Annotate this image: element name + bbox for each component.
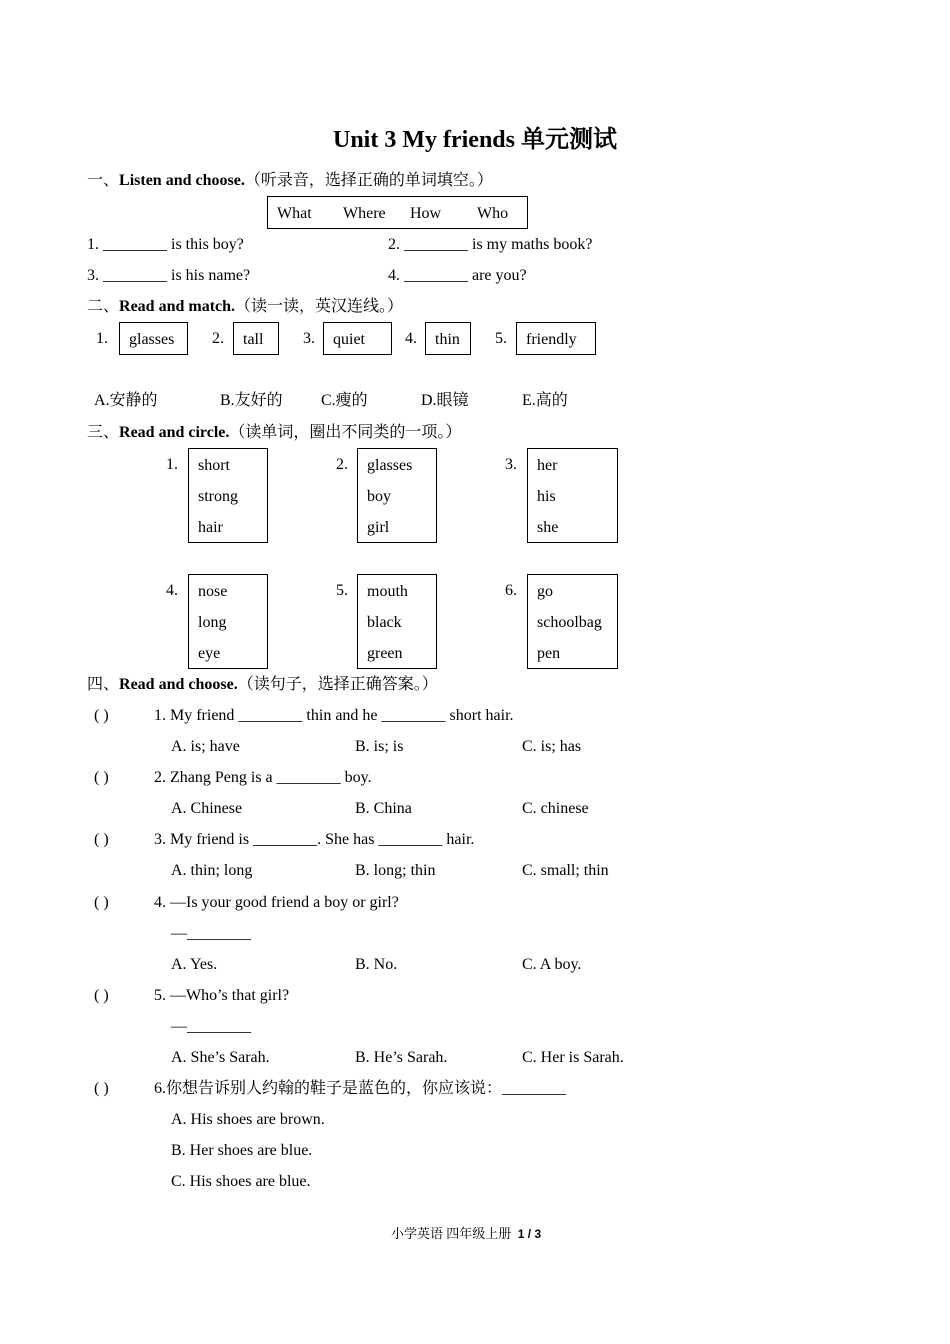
match-word-box (323, 322, 392, 355)
page-footer (391, 1227, 541, 1240)
match-word-box (233, 322, 279, 355)
listen-question: 3. ________ is his name? (87, 267, 251, 284)
circle-word-box (357, 574, 437, 669)
circle-word-box (188, 448, 268, 543)
mc-question: 5. —Who’s that girl? (154, 987, 290, 1004)
answer-parentheses: ( ) (94, 1080, 109, 1097)
match-item-number: 2. (212, 330, 224, 347)
circle-word-box (188, 574, 268, 669)
circle-group-number: 1. (166, 456, 178, 473)
mc-question: 3. My friend is ________. She has ________ hair. (154, 831, 475, 848)
circle-word: his (537, 488, 556, 505)
section-1-title-cn: （听录音，选择正确的单词填空。） (244, 172, 493, 189)
answer-parentheses: ( ) (94, 831, 109, 848)
circle-word: schoolbag (537, 614, 602, 631)
word-bank-word: Where (343, 205, 386, 222)
mc-option: C. His shoes are blue. (171, 1173, 311, 1190)
mc-question: 2. Zhang Peng is a ________ boy. (154, 769, 372, 786)
section-2-title-en: Read and match. (119, 298, 236, 315)
section-4-heading (87, 677, 438, 693)
match-word: thin (435, 331, 460, 348)
section-2-heading (87, 299, 403, 315)
listen-question: 4. ________ are you? (388, 267, 527, 284)
circle-word: pen (537, 645, 561, 662)
circle-word: go (537, 583, 553, 600)
match-word-box (516, 322, 596, 355)
mc-option: C. chinese (522, 800, 589, 817)
answer-parentheses: ( ) (94, 769, 109, 786)
mc-option: A. She’s Sarah. (171, 1049, 270, 1066)
mc-question: 1. My friend ________ thin and he ________ short hair. (154, 707, 514, 724)
section-1-heading (87, 173, 493, 189)
mc-option: B. No. (355, 956, 398, 973)
answer-line: —________ (171, 925, 251, 942)
circle-group-number: 5. (336, 582, 348, 599)
mc-question: 4. —Is your good friend a boy or girl? (154, 894, 399, 911)
answer-parentheses: ( ) (94, 894, 109, 911)
match-item-number: 1. (96, 330, 108, 347)
circle-word: strong (198, 488, 238, 505)
circle-word-box (357, 448, 437, 543)
section-4-number: 四、 (87, 676, 120, 693)
circle-word-box (527, 574, 618, 669)
match-word: quiet (333, 331, 365, 348)
mc-option: B. is; is (355, 738, 404, 755)
section-3-heading (87, 425, 461, 441)
section-1-number: 一、 (87, 172, 120, 189)
mc-option: C. Her is Sarah. (522, 1049, 624, 1066)
mc-option: C. is; has (522, 738, 582, 755)
circle-word: glasses (367, 457, 413, 474)
match-option: B.友好的 (220, 392, 283, 409)
word-bank-box (267, 196, 528, 229)
mc-option: C. small; thin (522, 862, 609, 879)
circle-word: long (198, 614, 227, 631)
circle-word: green (367, 645, 403, 662)
circle-word: mouth (367, 583, 408, 600)
circle-word: nose (198, 583, 228, 600)
circle-group-number: 3. (505, 456, 517, 473)
section-4-title-en: Read and choose. (119, 676, 238, 693)
circle-word: she (537, 519, 559, 536)
match-item-number: 3. (303, 330, 315, 347)
mc-option: A. His shoes are brown. (171, 1111, 325, 1128)
mc-option: A. Yes. (171, 956, 218, 973)
match-option: A.安静的 (94, 392, 158, 409)
mc-question: 6.你想告诉别人约翰的鞋子是蓝色的，你应该说：________ (154, 1080, 567, 1097)
listen-question: 2. ________ is my maths book? (388, 236, 593, 253)
match-word: glasses (129, 331, 175, 348)
mc-option: B. Her shoes are blue. (171, 1142, 313, 1159)
word-bank-word: Who (477, 205, 509, 222)
circle-group-number: 6. (505, 582, 517, 599)
circle-word: hair (198, 519, 223, 536)
circle-word: boy (367, 488, 391, 505)
word-bank-word: How (410, 205, 442, 222)
circle-word-box (527, 448, 618, 543)
section-3-title-en: Read and circle. (119, 424, 230, 441)
circle-word: her (537, 457, 558, 474)
answer-line: —________ (171, 1018, 251, 1035)
match-option: E.高的 (522, 392, 568, 409)
mc-option: B. He’s Sarah. (355, 1049, 448, 1066)
page-title: Unit 3 My friends 单元测试 (333, 127, 617, 153)
answer-parentheses: ( ) (94, 987, 109, 1004)
circle-word: eye (198, 645, 221, 662)
section-2-title-cn: （读一读，英汉连线。） (235, 298, 404, 315)
section-1-title-en: Listen and choose. (119, 172, 245, 189)
circle-word: girl (367, 519, 390, 536)
section-3-number: 三、 (87, 424, 120, 441)
answer-parentheses: ( ) (94, 707, 109, 724)
match-option: C.瘦的 (321, 392, 368, 409)
footer-text: 小学英语 四年级上册 (391, 1226, 512, 1241)
word-bank-word: What (277, 205, 312, 222)
circle-group-number: 4. (166, 582, 178, 599)
match-word: friendly (526, 331, 577, 348)
circle-word: black (367, 614, 402, 631)
match-option: D.眼镜 (421, 392, 469, 409)
section-2-number: 二、 (87, 298, 120, 315)
section-4-title-cn: （读句子，选择正确答案。） (237, 676, 438, 693)
mc-option: A. is; have (171, 738, 240, 755)
circle-group-number: 2. (336, 456, 348, 473)
mc-option: A. Chinese (171, 800, 243, 817)
match-word-box (119, 322, 188, 355)
mc-option: C. A boy. (522, 956, 582, 973)
mc-option: A. thin; long (171, 862, 253, 879)
section-3-title-cn: （读单词，圈出不同类的一项。） (229, 424, 462, 441)
listen-question: 1. ________ is this boy? (87, 236, 244, 253)
match-word-box (425, 322, 471, 355)
match-item-number: 5. (495, 330, 507, 347)
mc-option: B. China (355, 800, 412, 817)
match-word: tall (243, 331, 264, 348)
match-item-number: 4. (405, 330, 417, 347)
circle-word: short (198, 457, 230, 474)
mc-option: B. long; thin (355, 862, 436, 879)
page-number: 1 / 3 (517, 1227, 542, 1241)
